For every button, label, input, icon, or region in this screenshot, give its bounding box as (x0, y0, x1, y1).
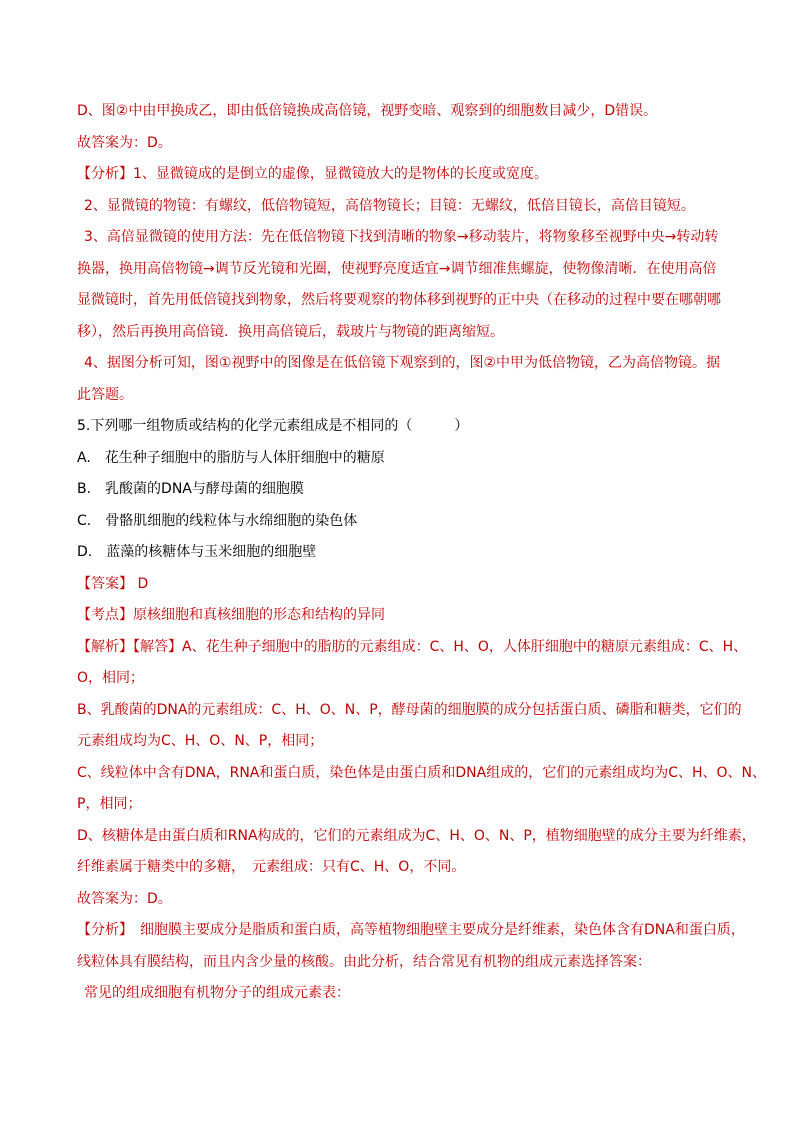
text-line: D、图②中由甲换成乙，即由低倍镜换成高倍镜，视野变暗、观察到的细胞数目减少，D错误。 (77, 103, 658, 119)
analysis-heading-line: 【分析】1、显微镜成的是倒立的虚像，显微镜放大的是物体的长度或宽度。 (77, 166, 548, 182)
analysis-line: 【解析】【解答】A、花生种子细胞中的脂肪的元素组成：C、H、O，人体肝细胞中的糖原元素组成：C、H、 (77, 638, 748, 655)
text-line: P，相同； (77, 796, 142, 812)
text-line: 纤维素属于糖类中的多糖， 元素组成：只有C、H、O，不同。 (77, 859, 466, 875)
text-line: 常见的组成细胞有机物分子的组成元素表： (84, 985, 350, 1001)
text-line: 换器，换用高倍物镜→调节反光镜和光圈，使视野亮度适宜→调节细准焦螺旋，使物像清晰．在使用高倍 (77, 260, 717, 277)
text-line: 此答题。 (77, 386, 133, 403)
answer-line: 【答案】 D (77, 575, 149, 592)
text-line: 2、显微镜的物镜：有螺纹，低倍物镜短，高倍物镜长；目镜：无螺纹，低倍目镜长，高倍目镜短。 (84, 197, 695, 214)
question-title: 5.下列哪一组物质或结构的化学元素组成是不相同的（ ） (77, 418, 469, 434)
text-line: D、核糖体是由蛋白质和RNA构成的，它们的元素组成为C、H、O、N、P，植物细胞壁的成分主要为纤维素， (77, 827, 756, 844)
analysis-line: 【分析】 细胞膜主要成分是脂质和蛋白质，高等植物细胞壁主要成分是纤维素，染色体含有DNA和蛋白质， (77, 922, 745, 938)
text-line: 线粒体具有膜结构，而且内含少量的核酸。由此分析，结合常见有机物的组成元素选择答案： (77, 953, 651, 970)
text-line: 3、高倍显微镜的使用方法：先在低倍物镜下找到清晰的物象→移动装片，将物象移至视野中央→转动转 (84, 229, 719, 245)
option-a: A. 花生种子细胞中的脂肪与人体肝细胞中的糖原 (77, 449, 385, 466)
document-body (77, 96, 767, 1010)
text-line: 4、据图分析可知，图①视野中的图像是在低倍镜下观察到的，图②中甲为低倍物镜，乙为高倍物镜。据 (84, 355, 721, 371)
text-line: 元素组成均为C、H、O、N、P，相同； (77, 733, 324, 749)
text-line: 移），然后再换用高倍镜．换用高倍镜后，载玻片与物镜的距离缩短。 (77, 323, 504, 340)
text-line: 显微镜时，首先用低倍镜找到物象，然后将要观察的物体移到视野的正中央（在移动的过程中要在哪朝哪 (77, 292, 721, 308)
text-line: C、线粒体中含有DNA，RNA和蛋白质，染色体是由蛋白质和DNA组成的，它们的元素组成均为C、H、O、N、 (77, 764, 767, 781)
option-d: D. 蓝藻的核糖体与玉米细胞的细胞壁 (77, 544, 317, 560)
text-line: B、乳酸菌的DNA的元素组成：C、H、O、N、P，酵母菌的细胞膜的成分包括蛋白质、磷脂和糖类，它们的 (77, 701, 742, 718)
topic-line: 【考点】原核细胞和真核细胞的形态和结构的异同 (77, 607, 385, 623)
text-line: O，相同； (77, 670, 145, 686)
option-c: C. 骨骼肌细胞的线粒体与水绵细胞的染色体 (77, 512, 358, 529)
text-line: 故答案为：D。 (77, 134, 172, 151)
text-line: 故答案为：D。 (77, 890, 172, 907)
option-b: B. 乳酸菌的DNA与酵母菌的细胞膜 (77, 481, 304, 497)
